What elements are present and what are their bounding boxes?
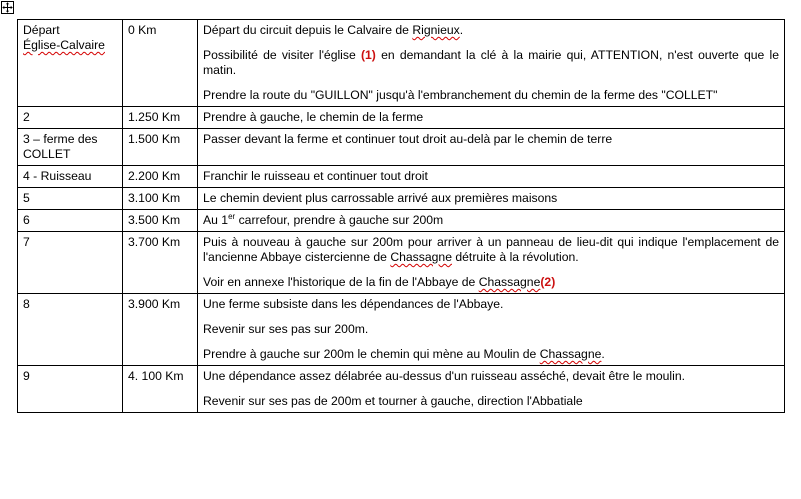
text-run: Possibilité de visiter l'église bbox=[203, 48, 361, 62]
table-row bbox=[18, 20, 785, 107]
description-cell[interactable] bbox=[198, 166, 785, 188]
description-paragraph: Prendre à gauche, le chemin de la ferme bbox=[203, 110, 424, 124]
text-run: carrefour, prendre à gauche sur 200m bbox=[235, 213, 444, 227]
text-run: Au 1 bbox=[203, 213, 229, 227]
text-run: Puis à nouveau à gauche sur 200m pour arriver à un panneau de lieu-dit qui indique l'emplacement de l'ancienne Abbaye cistercienne de bbox=[203, 235, 779, 264]
table-row bbox=[18, 366, 785, 413]
text-run: détruite à la révolution. bbox=[451, 250, 579, 264]
description-paragraph bbox=[203, 235, 779, 265]
distance-cell[interactable] bbox=[123, 294, 198, 366]
point-label: 8 bbox=[23, 297, 30, 311]
footnote-ref: (1) bbox=[360, 48, 376, 62]
distance-cell[interactable] bbox=[123, 188, 198, 210]
description-paragraph: Le chemin devient plus carrossable arrivé aux premières maisons bbox=[203, 191, 558, 205]
point-cell[interactable] bbox=[18, 129, 123, 166]
table-row bbox=[18, 294, 785, 366]
description-cell[interactable] bbox=[198, 210, 785, 232]
point-label-line2: COLLET bbox=[23, 147, 71, 161]
description-paragraph: Passer devant la ferme et continuer tout droit au-delà par le chemin de terre bbox=[203, 132, 613, 146]
distance-value: 2.200 Km bbox=[128, 169, 181, 183]
point-cell[interactable] bbox=[18, 294, 123, 366]
distance-value: 1.250 Km bbox=[128, 110, 181, 124]
distance-cell[interactable] bbox=[123, 107, 198, 129]
distance-value: 3.900 Km bbox=[128, 297, 181, 311]
description-cell[interactable] bbox=[198, 107, 785, 129]
description-cell[interactable] bbox=[198, 294, 785, 366]
text-run: Voir en annexe l'historique de la fin de l'Abbaye de bbox=[203, 275, 479, 289]
point-label: Départ bbox=[23, 23, 60, 37]
point-cell[interactable] bbox=[18, 20, 123, 107]
distance-cell[interactable] bbox=[123, 210, 198, 232]
distance-cell[interactable] bbox=[123, 166, 198, 188]
point-label: 4 - Ruisseau bbox=[23, 169, 92, 183]
point-label: 7 bbox=[23, 235, 30, 249]
point-label-line2: Église-Calvaire bbox=[23, 38, 105, 52]
text-run: . bbox=[459, 23, 464, 37]
point-label: 2 bbox=[23, 110, 30, 124]
point-cell[interactable] bbox=[18, 366, 123, 413]
distance-value: 0 Km bbox=[128, 23, 157, 37]
point-cell[interactable] bbox=[18, 210, 123, 232]
misspelled-word: Chassagne bbox=[390, 250, 452, 264]
description-cell[interactable] bbox=[198, 232, 785, 294]
description-paragraph: Revenir sur ses pas de 200m et tourner à gauche, direction l'Abbatiale bbox=[203, 394, 583, 408]
distance-value: 3.700 Km bbox=[128, 235, 181, 249]
point-cell[interactable] bbox=[18, 107, 123, 129]
description-paragraph: Revenir sur ses pas sur 200m. bbox=[203, 322, 369, 336]
table-row bbox=[18, 232, 785, 294]
distance-value: 3.500 Km bbox=[128, 213, 181, 227]
text-run: en demandant la clé à la mairie qui, ATTENTION, n'est ouverte que le matin. bbox=[203, 48, 779, 77]
description-cell[interactable] bbox=[198, 129, 785, 166]
description-paragraph bbox=[203, 347, 779, 362]
description-paragraph: Prendre la route du "GUILLON" jusqu'à l'embranchement du chemin de la ferme des "COLLET" bbox=[203, 88, 718, 102]
text-run: Départ du circuit depuis le Calvaire de bbox=[203, 23, 413, 37]
description-cell[interactable] bbox=[198, 188, 785, 210]
misspelled-word: Chassagne bbox=[478, 275, 541, 289]
distance-cell[interactable] bbox=[123, 20, 198, 107]
description-paragraph bbox=[203, 48, 779, 78]
point-label: 9 bbox=[23, 369, 30, 383]
distance-value: 4. 100 Km bbox=[128, 369, 184, 383]
point-label: 3 – ferme des bbox=[23, 132, 98, 146]
description-cell[interactable] bbox=[198, 366, 785, 413]
description-paragraph: Franchir le ruisseau et continuer tout droit bbox=[203, 169, 428, 183]
description-paragraph bbox=[203, 213, 779, 228]
description-cell[interactable] bbox=[198, 20, 785, 107]
point-label: 5 bbox=[23, 191, 30, 205]
point-label: 6 bbox=[23, 213, 30, 227]
description-paragraph bbox=[203, 23, 779, 38]
distance-cell[interactable] bbox=[123, 366, 198, 413]
distance-value: 1.500 Km bbox=[128, 132, 181, 146]
distance-cell[interactable] bbox=[123, 129, 198, 166]
point-cell[interactable] bbox=[18, 166, 123, 188]
table-move-handle-icon[interactable] bbox=[1, 1, 14, 14]
description-paragraph bbox=[203, 275, 779, 290]
point-cell[interactable] bbox=[18, 232, 123, 294]
description-paragraph: Une ferme subsiste dans les dépendances de l'Abbaye. bbox=[203, 297, 504, 311]
ordinal-superscript: er bbox=[228, 211, 236, 221]
description-paragraph: Une dépendance assez délabrée au-dessus d'un ruisseau asséché, devait être le moulin. bbox=[203, 369, 686, 383]
distance-cell[interactable] bbox=[123, 232, 198, 294]
table-row bbox=[18, 107, 785, 129]
table-row bbox=[18, 210, 785, 232]
table-row bbox=[18, 129, 785, 166]
distance-value: 3.100 Km bbox=[128, 191, 181, 205]
table-row bbox=[18, 166, 785, 188]
itinerary-table bbox=[17, 19, 785, 413]
table-row bbox=[18, 188, 785, 210]
text-run: Prendre à gauche sur 200m le chemin qui mène au Moulin de bbox=[203, 347, 540, 361]
misspelled-word: Rignieux bbox=[412, 23, 460, 37]
footnote-ref: (2) bbox=[540, 275, 556, 289]
point-cell[interactable] bbox=[18, 188, 123, 210]
text-run: . bbox=[601, 347, 605, 361]
misspelled-word: Chassagne bbox=[539, 347, 602, 361]
